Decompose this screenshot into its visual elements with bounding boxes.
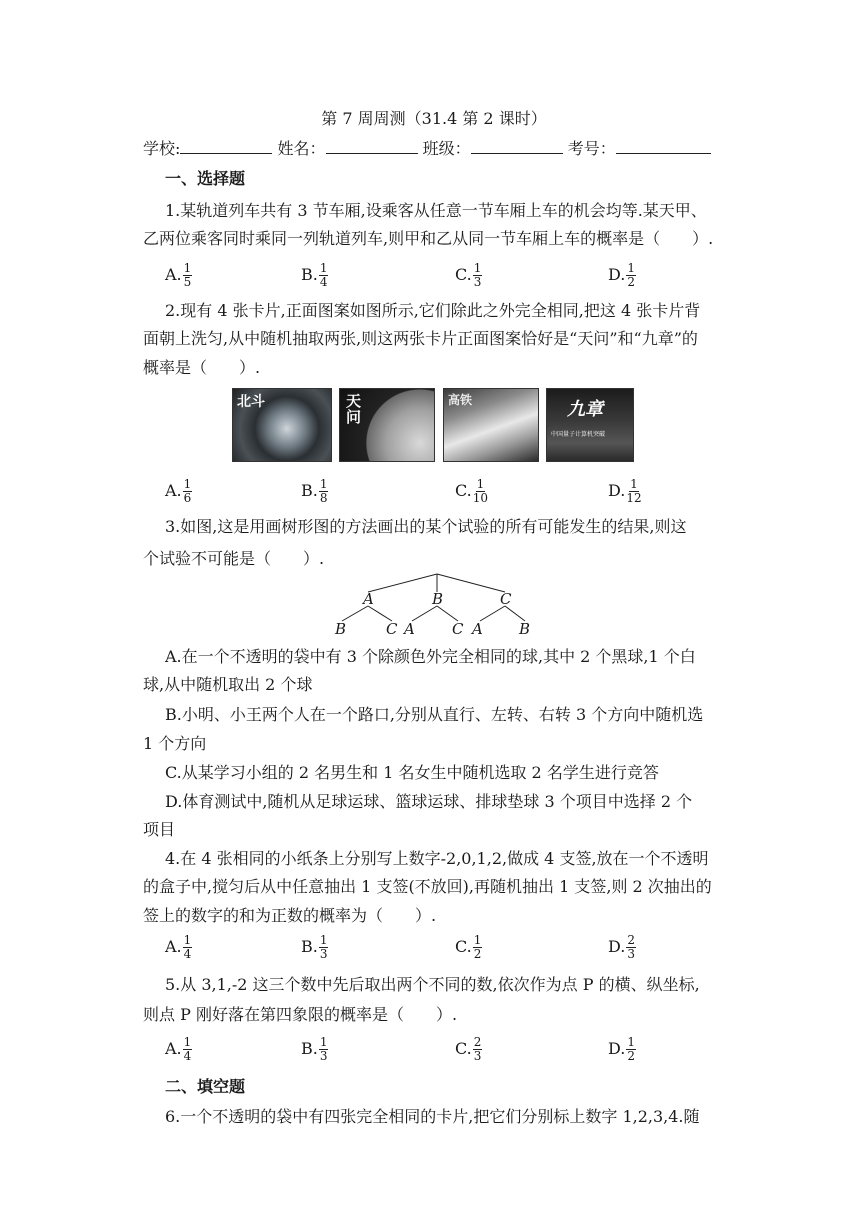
q2-option-b[interactable]: B. $\frac{1}{8}$	[301, 477, 328, 505]
q3-line1: 3.如图,这是用画树形图的方法画出的某个试验的所有可能发生的结果,则这	[165, 517, 687, 536]
q1-line2: 乙两位乘客同时乘同一列轨道列车,则甲和乙从同一节车厢上车的概率是（ ）.	[143, 229, 714, 248]
exam-no-label: 考号：	[567, 139, 616, 158]
q2-option-d[interactable]: D. $\frac{1}{12}$	[608, 477, 642, 505]
q4-option-a[interactable]: A. $\frac{1}{4}$	[165, 933, 192, 961]
q5-option-b[interactable]: B. $\frac{1}{3}$	[301, 1035, 328, 1063]
q4-option-c[interactable]: C. $\frac{1}{2}$	[455, 933, 482, 961]
class-label: 班级：	[422, 139, 471, 158]
tree-leaf-1: B	[335, 620, 347, 638]
q2-line2: 面朝上洗匀,从中随机抽取两张,则这两张卡片正面图案恰好是“天问”和“九章”的	[143, 329, 698, 348]
card-tianwen: 天问	[339, 388, 435, 462]
q5-option-d[interactable]: D. $\frac{1}{2}$	[608, 1035, 635, 1063]
tree-diagram	[320, 568, 550, 640]
q3-option-c[interactable]: C.从某学习小组的 2 名男生和 1 名女生中随机选取 2 名学生进行竞答	[165, 763, 659, 782]
q5-line2: 则点 P 刚好落在第四象限的概率是（ ）.	[143, 1005, 458, 1024]
tree-node-a: A	[363, 590, 374, 608]
card-gaotie: 高铁	[443, 388, 539, 462]
q3-option-d-line2[interactable]: 项目	[143, 820, 176, 839]
q3-option-a-line2[interactable]: 球,从中随机取出 2 个球	[143, 675, 313, 694]
tree-leaf-4: C	[452, 620, 464, 638]
q3-option-a-line1[interactable]: A.在一个不透明的袋中有 3 个除颜色外完全相同的球,其中 2 个黑球,1 个白	[165, 647, 696, 666]
q3-option-b-line2[interactable]: 1 个方向	[143, 734, 207, 753]
q3-option-b-line1[interactable]: B.小明、小王两个人在一个路口,分别从直行、左转、右转 3 个方向中随机选	[165, 705, 704, 724]
name-field[interactable]	[326, 139, 418, 154]
q4-line1: 4.在 4 张相同的小纸条上分别写上数字-2,0,1,2,做成 4 支签,放在一个不透明	[165, 849, 709, 868]
q1-option-a[interactable]: A. $\frac{1}{5}$	[165, 261, 192, 289]
tree-leaf-3: A	[404, 620, 415, 638]
tree-leaf-5: A	[472, 620, 483, 638]
page-title: 第 7 周周测（31.4 第 2 课时）	[321, 109, 547, 128]
q2-option-a[interactable]: A. $\frac{1}{6}$	[165, 477, 192, 505]
student-info-row	[143, 136, 711, 159]
q6-line1: 6.一个不透明的袋中有四张完全相同的卡片,把它们分别标上数字 1,2,3,4.随	[165, 1107, 700, 1126]
class-field[interactable]	[471, 139, 563, 154]
school-field[interactable]	[180, 139, 272, 154]
q5-line1: 5.从 3,1,-2 这三个数中先后取出两个不同的数,依次作为点 P 的横、纵坐标,	[165, 975, 700, 994]
q1-option-b[interactable]: B. $\frac{1}{4}$	[301, 261, 328, 289]
section-choice-heading: 一、选择题	[165, 169, 246, 188]
q1-option-d[interactable]: D. $\frac{1}{2}$	[608, 261, 635, 289]
tree-node-b: B	[432, 590, 444, 608]
q4-option-b[interactable]: B. $\frac{1}{3}$	[301, 933, 328, 961]
card-beidou: 北斗	[232, 388, 332, 462]
tree-leaf-6: B	[519, 620, 531, 638]
q5-option-c[interactable]: C. $\frac{2}{3}$	[455, 1035, 482, 1063]
q3-option-d-line1[interactable]: D.体育测试中,随机从足球运球、篮球运球、排球垫球 3 个项目中选择 2 个	[165, 792, 693, 811]
q1-line1: 1.某轨道列车共有 3 节车厢,设乘客从任意一节车厢上车的机会均等.某天甲、	[165, 201, 707, 220]
q4-option-d[interactable]: D. $\frac{2}{3}$	[608, 933, 635, 961]
q4-line2: 的盒子中,搅匀后从中任意抽出 1 支签(不放回),再随机抽出 1 支签,则 2 次抽出的	[143, 877, 712, 896]
q2-line3: 概率是（ ）.	[143, 358, 261, 377]
q5-option-a[interactable]: A. $\frac{1}{4}$	[165, 1035, 192, 1063]
q2-line1: 2.现有 4 张卡片,正面图案如图所示,它们除此之外完全相同,把这 4 张卡片背	[165, 301, 701, 320]
section-fill-heading: 二、填空题	[165, 1077, 246, 1096]
school-label: 学校:	[143, 139, 181, 158]
tree-leaf-2: C	[386, 620, 398, 638]
exam-no-field[interactable]	[616, 139, 711, 154]
q2-option-c[interactable]: C. $\frac{1}{10}$	[455, 477, 489, 505]
q1-option-c[interactable]: C. $\frac{1}{3}$	[455, 261, 482, 289]
q4-line3: 签上的数字的和为正数的概率为（ ）.	[143, 906, 437, 925]
card-jiuzhang: 九章 中国量子计算机突破	[546, 388, 634, 462]
q3-line2: 个试验不可能是（ ）.	[143, 549, 325, 568]
name-label: 姓名：	[277, 139, 326, 158]
tree-node-c: C	[500, 590, 512, 608]
